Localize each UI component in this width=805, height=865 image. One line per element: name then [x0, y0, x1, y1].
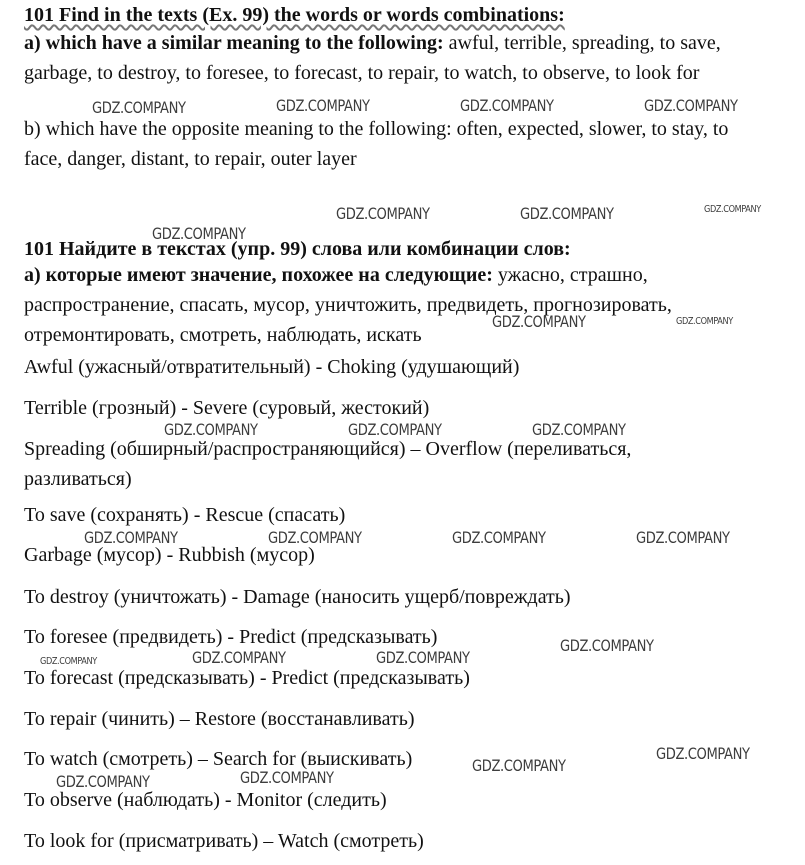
- task-part-a-en: [24, 28, 764, 88]
- watermark: GDZ.COMPANY: [460, 96, 554, 115]
- watermark: GDZ.COMPANY: [452, 528, 546, 547]
- watermark: GDZ.COMPANY: [164, 420, 258, 439]
- task-part-a-ru: [24, 260, 764, 350]
- watermark: GDZ.COMPANY: [84, 528, 178, 547]
- watermark: GDZ.COMPANY: [92, 98, 186, 117]
- watermark: GDZ.COMPANY: [636, 528, 730, 547]
- task-heading-en: 101 Find in the texts (Ex. 99) the words or words combinations:: [24, 4, 565, 26]
- watermark: GDZ.COMPANY: [656, 744, 750, 763]
- watermark: GDZ.COMPANY: [520, 204, 614, 223]
- watermark: GDZ.COMPANY: [276, 96, 370, 115]
- answer-line: To observe (наблюдать) - Monitor (следить): [24, 789, 387, 811]
- answer-line: To destroy (уничтожать) - Damage (наносить ущерб/повреждать): [24, 586, 571, 608]
- answer-line: To look for (присматривать) – Watch (смотреть): [24, 830, 424, 852]
- answer-line: To foresee (предвидеть) - Predict (предсказывать): [24, 626, 438, 648]
- task-part-a-label-en: a) which have a similar meaning to the following:: [24, 32, 444, 54]
- answer-line: To repair (чинить) – Restore (восстанавливать): [24, 708, 415, 730]
- watermark: GDZ.COMPANY: [240, 768, 334, 787]
- answer-line: Spreading (обширный/распространяющийся) – Overflow (переливаться, разливаться): [24, 438, 632, 490]
- answer-line: To save (сохранять) - Rescue (спасать): [24, 504, 346, 526]
- watermark: GDZ.COMPANY: [152, 224, 246, 243]
- watermark: GDZ.COMPANY: [336, 204, 430, 223]
- task-part-a-words-ru: ужасно, страшно, распространение, спасать, мусор, уничтожить, предвидеть, прогнозировать, отремонтировать, смотреть, наблюдать, искать: [24, 264, 672, 346]
- task-part-a-label-ru: а) которые имеют значение, похожее на следующие:: [24, 264, 493, 286]
- answer-line: To forecast (предсказывать) - Predict (предсказывать): [24, 667, 470, 689]
- watermark: GDZ.COMPANY: [472, 756, 566, 775]
- watermark: GDZ.COMPANY: [348, 420, 442, 439]
- watermark: GDZ.COMPANY: [560, 636, 654, 655]
- watermark: GDZ.COMPANY: [676, 316, 733, 327]
- watermark: GDZ.COMPANY: [192, 648, 286, 667]
- watermark: GDZ.COMPANY: [492, 312, 586, 331]
- watermark: GDZ.COMPANY: [56, 772, 150, 791]
- answer-line: To watch (смотреть) – Search for (выискивать): [24, 748, 413, 770]
- watermark: GDZ.COMPANY: [376, 648, 470, 667]
- answer-line: Garbage (мусор) - Rubbish (мусор): [24, 544, 315, 566]
- task-heading-ru: 101 Найдите в текстах (упр. 99) слова или комбинации слов:: [24, 238, 571, 260]
- watermark: GDZ.COMPANY: [40, 656, 97, 667]
- watermark: GDZ.COMPANY: [704, 204, 761, 215]
- task-part-b-en: b) which have the opposite meaning to the following: often, expected, slower, to stay, to face, danger, distant, to repair, outer layer: [24, 118, 729, 170]
- answer-line: Awful (ужасный/отвратительный) - Choking (удушающий): [24, 356, 520, 378]
- watermark: GDZ.COMPANY: [532, 420, 626, 439]
- watermark: GDZ.COMPANY: [644, 96, 738, 115]
- answer-line: Terrible (грозный) - Severe (суровый, жестокий): [24, 397, 430, 419]
- watermark: GDZ.COMPANY: [268, 528, 362, 547]
- task-part-a-words-en: awful, terrible, spreading, to save, garbage, to destroy, to foresee, to forecast, to repair, to watch, to observe, to look for: [24, 32, 721, 84]
